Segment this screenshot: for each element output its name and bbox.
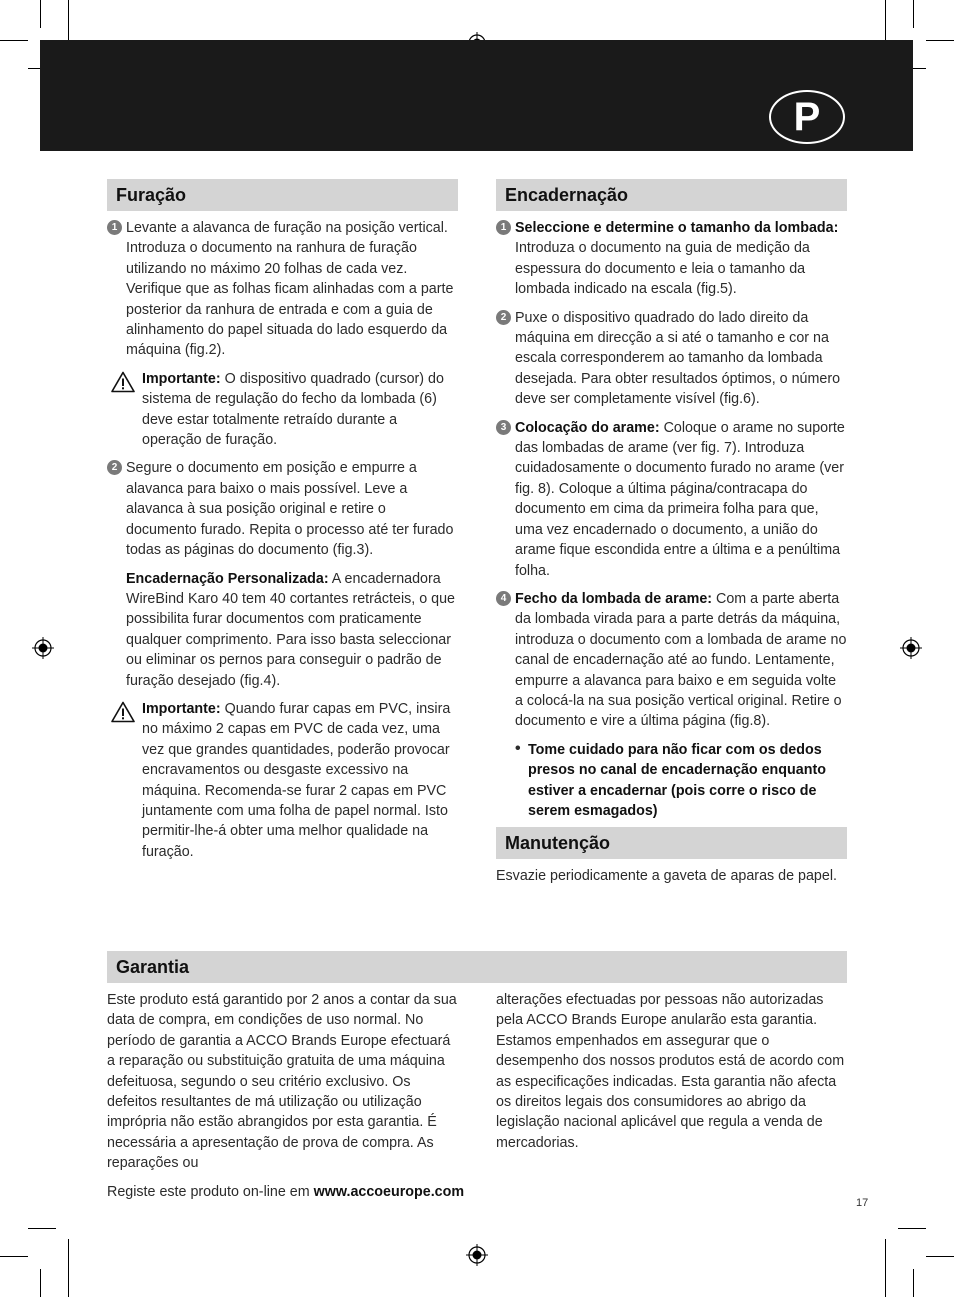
right-column <box>496 179 847 829</box>
warranty-left-column <box>107 990 465 1202</box>
warning-triangle-icon <box>111 701 135 723</box>
list-item <box>496 589 847 732</box>
page-number: 17 <box>856 1197 869 1209</box>
crop-mark <box>926 1256 954 1257</box>
warning-label: Importante: <box>142 700 221 717</box>
crop-mark <box>0 1256 28 1257</box>
step-text: Segure o documento em posição e empurre a alavanca para baixo o mais possível. Leve a alavanca à sua posição original e retire o documento furado. Repita o processo até ter furado todas as páginas do documento (fig.3). <box>126 460 454 559</box>
crop-mark <box>68 1239 69 1297</box>
caution-text: Tome cuidado para não ficar com os dedos presos no canal de encadernação enquanto estiver a encadernar (pois corre o risco de serem esmagados) <box>528 741 826 819</box>
step-number-3-icon: 3 <box>496 420 511 435</box>
step-label: Fecho da lombada de arame: <box>515 590 713 607</box>
left-column <box>107 179 458 870</box>
list-item <box>107 458 458 560</box>
step-number-1-icon: 1 <box>107 220 122 235</box>
crop-mark <box>913 1269 914 1297</box>
step-number-2-icon: 2 <box>107 460 122 475</box>
registration-mark-icon <box>32 637 54 659</box>
warranty-right-column <box>496 990 847 1153</box>
step-text: Introduza o documento na guia de medição da espessura do documento e leia o tamanho da lombada indicado na escala (fig.5). <box>515 240 810 298</box>
crop-mark <box>885 1239 886 1297</box>
crop-mark <box>926 40 954 41</box>
step-text: Coloque o arame no suporte das lombadas de arame (ver fig. 7). Introduza cuidadosamente o documento furado no arame (ver fig. 8). Coloque a última página/contracapa do documento em cima da primeira folha para que, uma vez encadernado o documento, a união do arame fique escondida entre a última e a penúltima folha. <box>515 419 845 579</box>
maintenance-text: Esvazie periodicamente a gaveta de aparas de papel. <box>496 868 837 884</box>
step-text: Levante a alavanca de furação na posição vertical. Introduza o documento na ranhura de furação utilizando no máximo 20 folhas de cada vez. Verifique que as folhas ficam alinhadas com a parte posterior da ranhura de entrada e com a guia de alinhamento do papel situada do lado esquerdo da máquina (fig.2). <box>126 220 454 359</box>
warning-label: Importante: <box>142 370 221 387</box>
crop-mark <box>0 40 28 41</box>
warning-triangle-icon <box>111 371 135 393</box>
crop-mark <box>898 1228 926 1229</box>
warning-text: Quando furar capas em PVC, insira no máximo 2 capas em PVC de cada vez, uma vez que grandes quantidades, poderão provocar encravamentos ou desgaste excessivo na máquina. Recomenda-se furar 2 capas em PVC juntamente com uma folha de papel normal. Isto permitir-lhe-á obter uma melhor qualidade na furação. <box>142 700 451 860</box>
warning-note <box>107 699 458 862</box>
step-number-4-icon: 4 <box>496 591 511 606</box>
caution-bullet <box>496 740 847 822</box>
warranty-text: Este produto está garantido por 2 anos a contar da sua data de compra, em condições de uso normal. No período de garantia a ACCO Brands Europe efectuará a reparação ou substituição gratuita de uma máquina defeituosa, segundo o seu critério exclusivo. Os defeitos resultantes de má utilização ou utilização imprópria não estão abrangidos por esta garantia. É necessária a apresentação de prova de compra. As reparações ou <box>107 992 457 1172</box>
custom-binding-text: A encadernadora WireBind Karo 40 tem 40 cortantes retrácteis, o que possibilita furar documentos com praticamente qualquer comprimento. Para isso basta seleccionar ou eliminar os pernos para conseguir o padrão de furação desejado (fig.4). <box>126 570 455 689</box>
section-title-manutencao: Manutenção <box>496 827 847 859</box>
step-label: Colocação do arame: <box>515 419 660 436</box>
register-line <box>107 1182 487 1202</box>
step-text: Com a parte aberta da lombada virada para a parte detrás da máquina, introduza o documento com a lombada de arame no canal de encadernação até ao fundo. Lentamente, empurre a alavanca para baixo e em seguida volte a colocá-la na sua posição vertical original. Retire o documento e vire a última página (fig.8). <box>515 590 847 730</box>
custom-binding-note <box>107 569 458 691</box>
list-item <box>496 418 847 581</box>
registration-mark-icon <box>466 1244 488 1266</box>
step-number-1-icon: 1 <box>496 220 511 235</box>
crop-mark <box>913 0 914 28</box>
step-text: Puxe o dispositivo quadrado do lado direito da máquina em direcção a si até o tamanho e cor na escala corresponderem ao tamanho da lombada desejada. Para obter resultados óptimos, o número deve ser completamente visível (fig.6). <box>515 309 841 408</box>
header-banner <box>40 40 913 151</box>
crop-mark <box>28 1228 56 1229</box>
section-title-encadernacao: Encadernação <box>496 179 847 211</box>
bullet-icon: • <box>515 739 521 757</box>
crop-mark <box>40 0 41 28</box>
list-item <box>496 308 847 410</box>
step-number-2-icon: 2 <box>496 310 511 325</box>
section-title-garantia: Garantia <box>107 951 847 983</box>
list-item <box>107 218 458 361</box>
custom-binding-label: Encadernação Personalizada: <box>126 570 329 587</box>
language-badge: P <box>769 90 845 144</box>
maintenance-section <box>496 827 847 886</box>
warranty-text: alterações efectuadas por pessoas não autorizadas pela ACCO Brands Europe anularão esta garantia. Estamos empenhados em assegurar que o desempenho dos nossos produtos está de acordo com as especificações indicadas. Esta garantia não afecta os direitos legais dos consumidores ao abrigo da legislação nacional aplicável que regula a venda de mercadorias. <box>496 992 845 1151</box>
section-title-furacao: Furação <box>107 179 458 211</box>
list-item <box>496 218 847 300</box>
register-link[interactable]: www.accoeurope.com <box>313 1183 465 1200</box>
warning-note <box>107 369 458 451</box>
registration-mark-icon <box>900 637 922 659</box>
register-text: Registe este produto on-line em <box>107 1183 314 1200</box>
crop-mark <box>40 1269 41 1297</box>
warning-text: O dispositivo quadrado (cursor) do sistema de regulação do fecho da lombada (6) deve estar totalmente retraído durante a operação de furação. <box>142 370 444 449</box>
step-label: Seleccione e determine o tamanho da lombada: <box>515 220 839 236</box>
